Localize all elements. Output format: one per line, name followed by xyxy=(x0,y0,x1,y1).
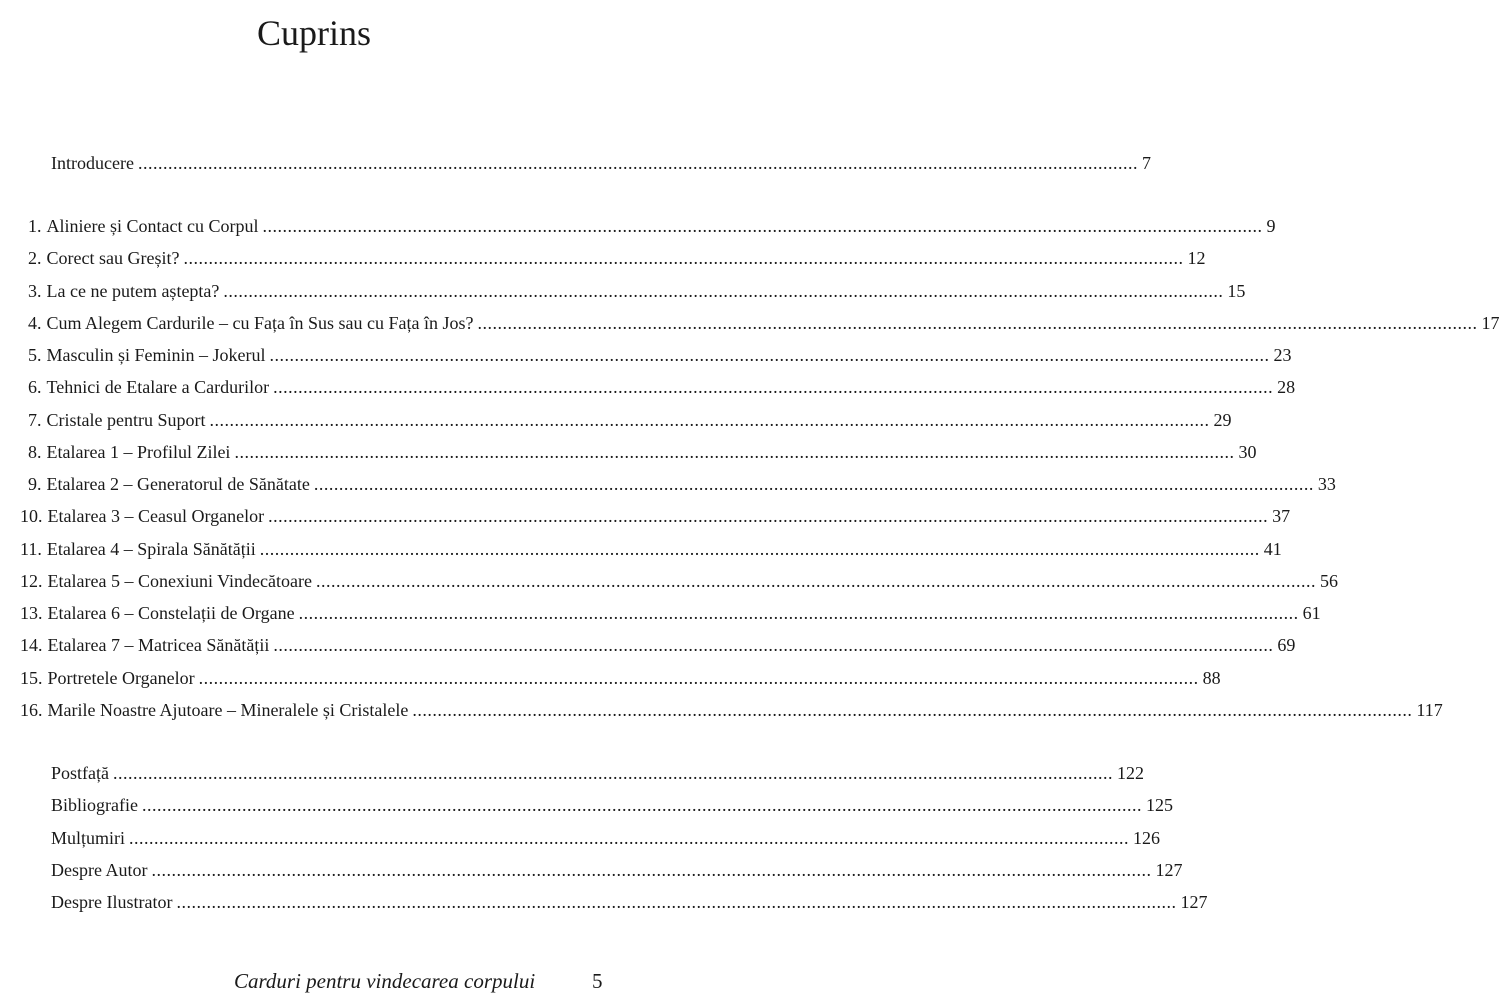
toc-entry-page: 69 xyxy=(1277,635,1296,655)
toc-entry-page: 126 xyxy=(1133,828,1161,848)
toc-entry-title: Etalarea 1 – Profilul Zilei xyxy=(46,442,231,462)
toc-entry-page: 122 xyxy=(1117,763,1144,783)
toc-entry-title: Tehnici de Etalare a Cardurilor xyxy=(46,377,270,397)
toc-entry xyxy=(20,665,1221,691)
toc-entry-title: Cum Alegem Cardurile – cu Fața în Sus sau cu Fața în Jos? xyxy=(46,313,474,333)
toc-entry-title: Despre Autor xyxy=(51,860,148,880)
toc-leader-dots: ........................................................................................................................................................................................................ xyxy=(273,635,1274,655)
toc-entry-page: 125 xyxy=(1145,795,1173,815)
toc-entry xyxy=(28,407,1232,433)
toc-entry-title: Etalarea 4 – Spirala Sănătății xyxy=(46,539,256,559)
toc-entry-page: 28 xyxy=(1277,377,1296,397)
toc-leader-dots: ........................................................................................................................................................................................................ xyxy=(209,410,1210,430)
toc-entry-number: 6. xyxy=(28,377,42,397)
toc-leader-dots: ........................................................................................................................................................................................................ xyxy=(273,377,1274,397)
toc-leader-dots: ........................................................................................................................................................................................................ xyxy=(298,603,1299,623)
toc-entry-page: 15 xyxy=(1227,281,1246,301)
toc-entry xyxy=(28,278,1246,304)
toc-entry-title: Corect sau Greșit? xyxy=(46,248,180,268)
toc-entry xyxy=(20,600,1321,626)
toc-leader-dots: ........................................................................................................................................................................................................ xyxy=(183,248,1184,268)
toc-entry-page: 29 xyxy=(1213,410,1232,430)
toc-entry xyxy=(51,857,1183,883)
toc-entry xyxy=(20,697,1443,723)
toc-entry-number: 16. xyxy=(20,700,43,720)
toc-entry xyxy=(28,213,1276,239)
toc-entry xyxy=(28,439,1257,465)
toc-entry-page: 88 xyxy=(1202,668,1221,688)
toc-entry-title: Aliniere și Contact cu Corpul xyxy=(46,216,259,236)
toc-entry-title: Mulțumiri xyxy=(51,828,126,848)
toc-entry-title: Portretele Organelor xyxy=(47,668,195,688)
toc-entry-title: Marile Noastre Ajutoare – Mineralele și Cristalele xyxy=(47,700,409,720)
toc-leader-dots: ........................................................................................................................................................................................................ xyxy=(198,668,1199,688)
toc-leader-dots: ........................................................................................................................................................................................................ xyxy=(141,795,1142,815)
toc-entry xyxy=(51,792,1173,818)
toc-entry-title: Masculin și Feminin – Jokerul xyxy=(46,345,266,365)
toc-entry xyxy=(51,150,1151,176)
toc-entry-number: 13. xyxy=(20,603,43,623)
toc-leader-dots: ........................................................................................................................................................................................................ xyxy=(262,216,1263,236)
toc-entry xyxy=(28,245,1206,271)
toc-entry-title: Etalarea 6 – Constelații de Organe xyxy=(47,603,295,623)
toc-entry-number: 4. xyxy=(28,313,42,333)
toc-leader-dots: ........................................................................................................................................................................................................ xyxy=(269,345,1270,365)
toc-entry-number: 3. xyxy=(28,281,42,301)
toc-entry-title: Despre Ilustrator xyxy=(51,892,173,912)
toc-leader-dots: ........................................................................................................................................................................................................ xyxy=(412,700,1413,720)
toc-entry-page: 56 xyxy=(1319,571,1338,591)
footer-book-title: Carduri pentru vindecarea corpului xyxy=(234,969,536,993)
toc-leader-dots: ........................................................................................................................................................................................................ xyxy=(137,153,1138,173)
toc-entry-page: 33 xyxy=(1317,474,1336,494)
toc-leader-dots: ........................................................................................................................................................................................................ xyxy=(268,506,1269,526)
toc-leader-dots: ........................................................................................................................................................................................................ xyxy=(151,860,1152,880)
toc-entry-title: Etalarea 2 – Generatorul de Sănătate xyxy=(46,474,310,494)
page-title: Cuprins xyxy=(256,13,371,53)
toc-entry-number: 12. xyxy=(20,571,43,591)
toc-entry-number: 1. xyxy=(28,216,42,236)
toc-entry-title: Bibliografie xyxy=(51,795,138,815)
toc-entry-page: 9 xyxy=(1266,216,1276,236)
toc-entry-page: 127 xyxy=(1180,892,1208,912)
toc-entry-page: 41 xyxy=(1263,539,1282,559)
toc-leader-dots: ........................................................................................................................................................................................................ xyxy=(223,281,1224,301)
toc-entry-title: Etalarea 5 – Conexiuni Vindecătoare xyxy=(47,571,312,591)
toc-entry-number: 11. xyxy=(20,539,42,559)
toc-entry-title: La ce ne putem aștepta? xyxy=(46,281,220,301)
page-footer xyxy=(0,967,641,995)
toc-entry-number: 8. xyxy=(28,442,42,462)
toc-leader-dots: ........................................................................................................................................................................................................ xyxy=(129,828,1130,848)
toc-entry-number: 9. xyxy=(28,474,42,494)
toc-entry-page: 61 xyxy=(1302,603,1321,623)
toc-entry-page: 127 xyxy=(1155,860,1183,880)
toc-leader-dots: ........................................................................................................................................................................................................ xyxy=(313,474,1314,494)
toc-entry-title: Postfață xyxy=(51,763,109,783)
toc-entry-number: 14. xyxy=(20,635,43,655)
toc-entry-number: 15. xyxy=(20,668,43,688)
toc-entry xyxy=(28,310,1499,336)
toc-entry xyxy=(51,825,1161,851)
toc-leader-dots: ........................................................................................................................................................................................................ xyxy=(477,313,1478,333)
toc-entry-title: Introducere xyxy=(51,153,134,173)
toc-leader-dots: ........................................................................................................................................................................................................ xyxy=(113,763,1113,783)
toc-entry-page: 30 xyxy=(1238,442,1257,462)
toc-entry xyxy=(20,536,1282,562)
toc-entry xyxy=(28,374,1296,400)
toc-entry-page: 7 xyxy=(1141,153,1151,173)
toc-entry-title: Etalarea 7 – Matricea Sănătății xyxy=(47,635,270,655)
toc-entry-number: 2. xyxy=(28,248,42,268)
toc-entry-page: 23 xyxy=(1273,345,1292,365)
toc-entry xyxy=(28,342,1292,368)
toc-entry-page: 12 xyxy=(1187,248,1206,268)
toc-leader-dots: ........................................................................................................................................................................................................ xyxy=(315,571,1316,591)
toc-entry xyxy=(28,471,1336,497)
toc-leader-dots: ........................................................................................................................................................................................................ xyxy=(176,892,1177,912)
toc-leader-dots: ........................................................................................................................................................................................................ xyxy=(259,539,1260,559)
toc-entry xyxy=(20,632,1296,658)
toc-entry xyxy=(51,760,1144,786)
toc-entry-page: 117 xyxy=(1416,700,1443,720)
toc-entry xyxy=(20,503,1291,529)
footer-page-number: 5 xyxy=(592,969,603,993)
toc-leader-dots: ........................................................................................................................................................................................................ xyxy=(234,442,1235,462)
toc-entry-number: 7. xyxy=(28,410,42,430)
toc-entry-number: 10. xyxy=(20,506,43,526)
toc-entry-title: Etalarea 3 – Ceasul Organelor xyxy=(47,506,265,526)
toc-entry-page: 37 xyxy=(1272,506,1291,526)
toc-entry xyxy=(20,568,1338,594)
toc-entry-title: Cristale pentru Suport xyxy=(46,410,206,430)
toc-entry-number: 5. xyxy=(28,345,42,365)
toc-entry xyxy=(51,889,1208,915)
toc-entry-page: 17 xyxy=(1481,313,1499,333)
